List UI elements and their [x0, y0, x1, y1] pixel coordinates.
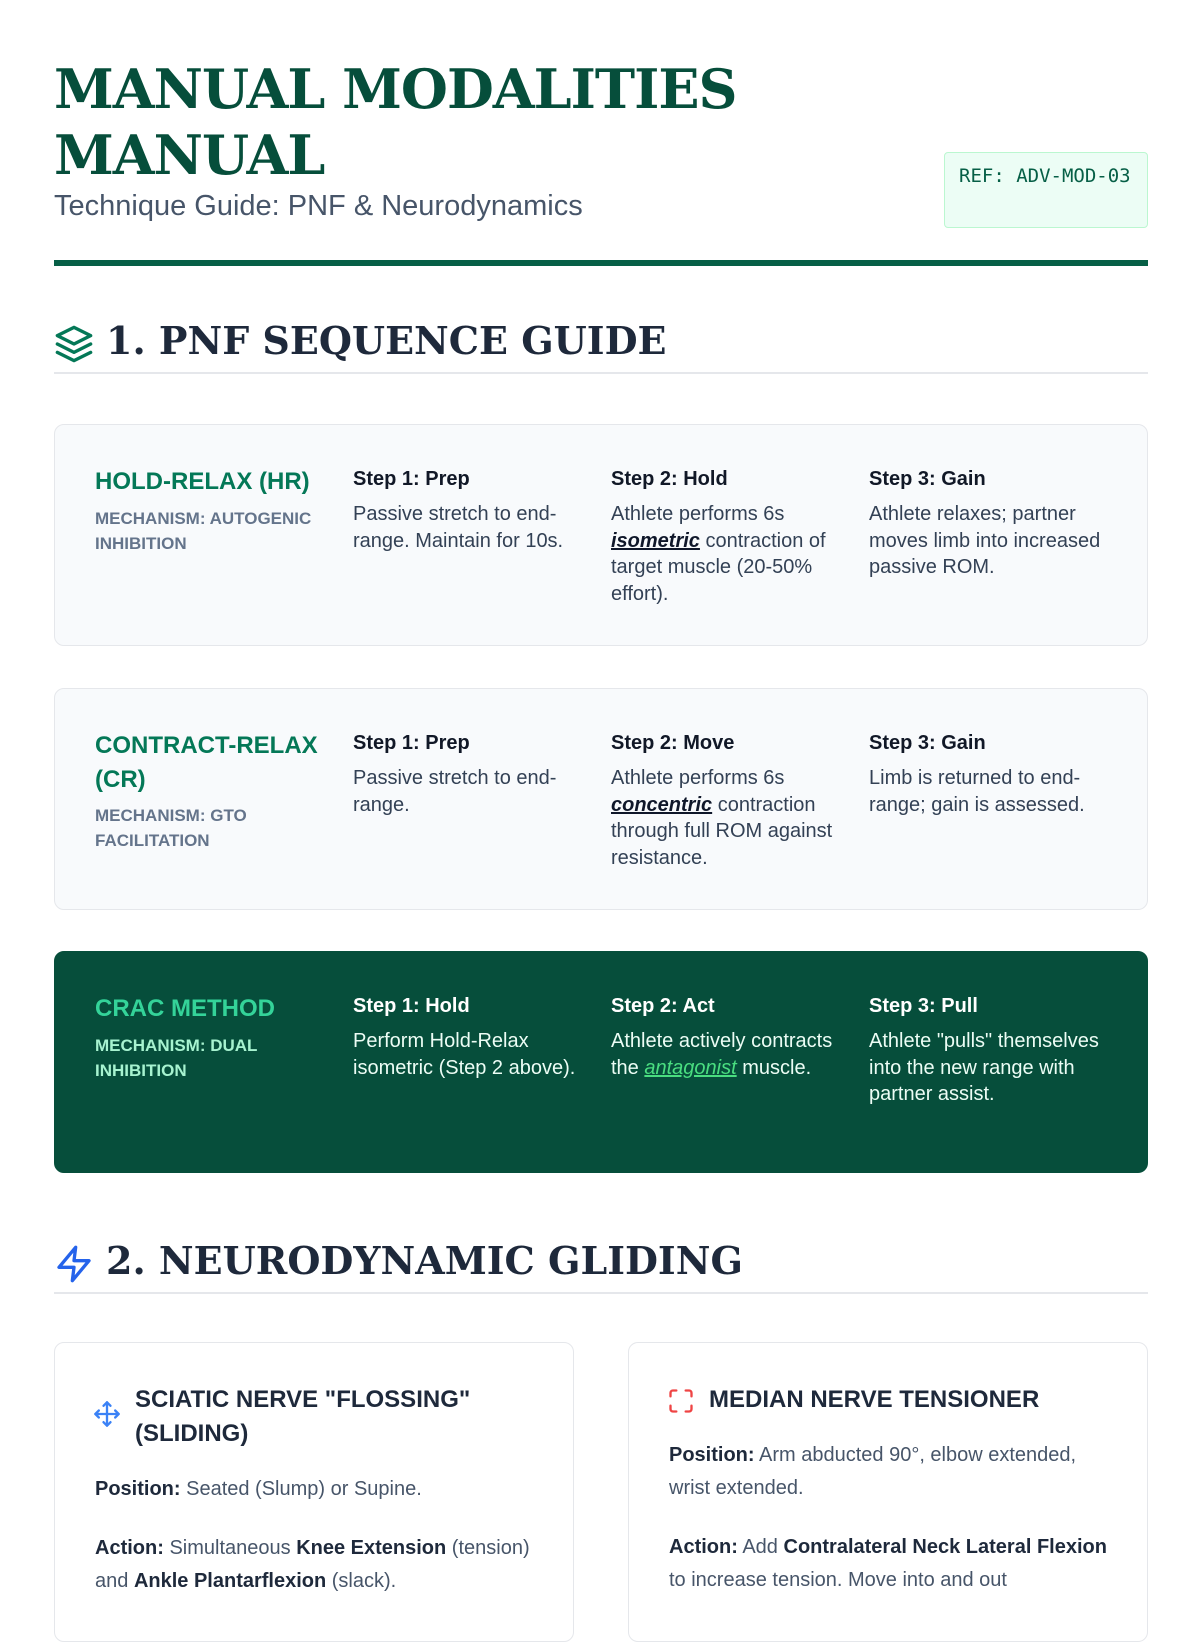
technique-name: CONTRACT-RELAX (CR)	[95, 732, 318, 793]
step-title: Step 1: Prep	[353, 468, 470, 490]
action-part: Add	[742, 1536, 784, 1558]
technique-name: CRAC METHOD	[95, 995, 275, 1022]
step-text-post: contraction of target muscle (20-50% effort).	[611, 529, 826, 605]
action-keyword: Ankle Plantarflexion	[133, 1570, 327, 1592]
pnf-card-contract-relax	[54, 688, 1148, 910]
section-pnf-heading	[54, 316, 1148, 374]
technique-mechanism: MECHANISM: DUAL INHIBITION	[95, 1036, 258, 1080]
step-text-pre: Athlete actively contracts the	[611, 1030, 833, 1079]
lightning-icon	[54, 1244, 94, 1284]
step-title: Step 1: Hold	[353, 995, 470, 1017]
position-text	[669, 1439, 1119, 1505]
step-title: Step 3: Gain	[869, 732, 986, 754]
position-value: Seated (Slump) or Supine.	[186, 1478, 422, 1500]
step-text-pre: Athlete performs 6s	[611, 767, 785, 789]
step-3	[869, 729, 1101, 818]
pnf-card-hold-relax	[54, 424, 1148, 646]
page-subtitle: Technique Guide: PNF & Neurodynamics	[54, 190, 583, 222]
reference-badge: REF: ADV-MOD-03	[944, 152, 1148, 228]
step-3	[869, 465, 1101, 581]
neuro-card-sciatic	[54, 1342, 574, 1642]
action-text	[95, 1532, 545, 1598]
step-text-post: muscle.	[742, 1056, 812, 1079]
pnf-card-crac	[54, 951, 1148, 1173]
step-2	[611, 729, 843, 871]
step-text: Athlete "pulls" themselves into the new range with partner assist.	[869, 1030, 1099, 1105]
position-value: Arm abducted 90°, elbow extended, wrist extended.	[669, 1444, 1077, 1499]
step-title: Step 3: Gain	[869, 468, 986, 490]
step-text-post: contraction through full ROM against resistance.	[611, 793, 833, 869]
move-arrows-icon	[93, 1400, 121, 1428]
position-text	[95, 1473, 545, 1506]
action-keyword: Knee Extension	[296, 1537, 447, 1559]
step-text	[611, 765, 843, 871]
step-1	[353, 465, 585, 554]
neuro-card-median	[628, 1342, 1148, 1642]
page-title: MANUAL MODALITIES MANUAL	[54, 57, 737, 187]
step-title: Step 2: Move	[611, 732, 735, 754]
step-1	[353, 992, 585, 1081]
step-title: Step 2: Act	[611, 995, 715, 1017]
step-1	[353, 729, 585, 818]
section-neuro-heading	[54, 1236, 1148, 1294]
action-part: Simultaneous	[169, 1537, 297, 1559]
neuro-card-title: SCIATIC NERVE "FLOSSING" (SLIDING)	[135, 1386, 471, 1447]
technique-mechanism: MECHANISM: GTO FACILITATION	[95, 806, 247, 850]
header-divider	[54, 260, 1148, 266]
keyword-isometric: isometric	[611, 529, 700, 552]
step-text: Athlete relaxes; partner moves limb into increased passive ROM.	[869, 503, 1101, 578]
step-text	[611, 1028, 843, 1081]
neuro-card-title: MEDIAN NERVE TENSIONER	[709, 1386, 1040, 1413]
action-label: Action:	[95, 1537, 164, 1559]
step-title: Step 1: Prep	[353, 732, 470, 754]
focus-frame-icon	[667, 1387, 695, 1415]
section-title: 2. NEURODYNAMIC GLIDING	[106, 1238, 743, 1283]
step-title: Step 3: Pull	[869, 995, 978, 1017]
step-title: Step 2: Hold	[611, 468, 728, 490]
step-2	[611, 992, 843, 1081]
action-part: to increase tension. Move into and out	[669, 1569, 1007, 1591]
section-title: 1. PNF SEQUENCE GUIDE	[106, 318, 667, 363]
position-label: Position:	[95, 1478, 181, 1500]
step-text	[611, 501, 843, 607]
step-text: Passive stretch to end-range. Maintain for 10s.	[353, 503, 564, 552]
layers-icon	[54, 324, 94, 364]
action-label: Action:	[669, 1536, 738, 1558]
keyword-antagonist: antagonist	[644, 1056, 737, 1079]
page	[54, 0, 1148, 1592]
position-label: Position:	[669, 1444, 755, 1466]
step-3	[869, 992, 1101, 1108]
step-text: Passive stretch to end-range.	[353, 767, 557, 816]
step-text: Limb is returned to end-range; gain is assessed.	[869, 767, 1085, 816]
action-part: (tension) and	[95, 1537, 530, 1592]
technique-name: HOLD-RELAX (HR)	[95, 468, 310, 495]
action-keyword: Contralateral Neck Lateral Flexion	[783, 1536, 1107, 1558]
step-2	[611, 465, 843, 607]
action-part: (slack).	[326, 1570, 397, 1592]
keyword-concentric: concentric	[611, 793, 713, 816]
step-text: Perform Hold-Relax isometric (Step 2 above).	[353, 1030, 576, 1079]
step-text-pre: Athlete performs 6s	[611, 503, 785, 525]
technique-mechanism: MECHANISM: AUTOGENIC INHIBITION	[95, 509, 312, 553]
action-text	[669, 1531, 1119, 1597]
document-header	[54, 0, 1148, 268]
